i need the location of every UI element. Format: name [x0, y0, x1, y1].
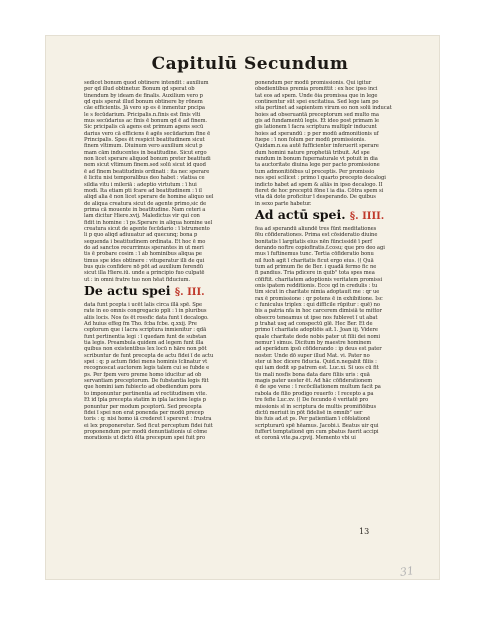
text-line: Quidam.n.ea autē fufficienter inferuerit sperare	[255, 143, 379, 150]
text-line: gis lationem ī facra scriptura multiplr inducunt	[255, 124, 377, 131]
text-line: le s fecūdarium. Pricipalis.n.finis est finis vlti	[84, 111, 201, 118]
text-line: proponendum per modū denuntiationis ul cōme	[84, 428, 208, 435]
left-column	[84, 80, 244, 442]
text-line: rate in eo omnis congregacio ppli : ī in pluribus	[84, 308, 207, 315]
text-line: magis pater uester ēt. Ad hāc cōfiderationem	[255, 378, 373, 385]
text-line: obedientibus premia promittit : ex hoc ipso inci	[255, 86, 378, 93]
text-line: tat eos ad spem. Unde ōia promissa que in lege	[255, 92, 378, 99]
text-line: non licet sperare aliquod bonum preter beatitudi	[84, 156, 211, 163]
text-line: hoies ad obseruantā preceptorum sed multo ma	[255, 111, 379, 118]
text-line: funt pertinentia legi : ī quedam funt de substan	[84, 333, 207, 340]
text-line: fuepe : ī non folum per modū promissionis.	[255, 137, 366, 144]
text-line: tum ad primum fie de Ber. i quadā fermo fic ne	[255, 263, 377, 270]
text-line: to imponuntur pertinentia ad rectitudinem vite.	[84, 390, 207, 397]
text-line: finem vltimum. Diuinum vero auxilium sicut p	[84, 143, 203, 150]
folio-number: 13	[359, 527, 370, 536]
heading-text: Ad actū spei.	[255, 206, 346, 222]
text-line: rabola de filio prodigo reuerfo : ī recepto a pa	[255, 390, 374, 397]
text-line: sildia vitu i mileriā : adeptio virtutum : ī hui	[84, 181, 197, 188]
text-line: aliqd alia ē non licet sperare de homine aliquo uel	[84, 194, 214, 201]
text-line: fieret de hoc preceptū fōne ī ia dia. Cōtra spem si	[255, 187, 384, 194]
section-heading-de-actu-spei	[84, 284, 244, 300]
text-line: ster ui hoc dicere fiducia. Quid.n.negabit filiis :	[255, 359, 377, 366]
text-line: ad sperādum ipsū cōfiderando : ip deus est pater	[255, 346, 382, 353]
text-line: ē licitu nisi temporalibus deo habet : vlatisa ce	[84, 175, 205, 182]
text-line: fuffert temptationē qm cum pbatus fuerit accipi	[255, 428, 379, 435]
left-text-top	[84, 80, 244, 283]
text-line: ei lex proponeretur. Sed ficut perceptum fidei fuit	[84, 422, 213, 429]
text-line: et coronā vite.pa.cpvij. Memento vbi ui	[255, 435, 356, 442]
text-line: sequenda i beatitudinem ordinata. Et hoc ē mo	[84, 238, 206, 245]
text-line: gis ad fundamentū legis. Et ideo post primam le	[255, 118, 380, 125]
text-line: Ad huius effeg fm Tho. fcba fcbe. q.xxij. Pre	[84, 321, 197, 328]
paragraph-mark: §. IIII.	[349, 210, 385, 222]
text-line: Et id īpla precepta statim in ipla lacione legis p	[84, 397, 207, 404]
text-line: creatura sicut de agente fecūdario : ī īstrumento	[84, 225, 210, 232]
text-line: qui iam dedit sp patrem est. Luc.xi. Si uos cū fit	[255, 365, 379, 372]
text-line: do ad sanctos recurrimus sperantes in ut meri	[84, 244, 204, 251]
text-line: nem sicut vltimum finem.sed solū sicut id quod	[84, 162, 206, 169]
text-line: timus spe ides obtinere : vituperatur illi de qui	[84, 257, 205, 264]
text-line: toris : q: nisi homo iā crederet ī spereret : frustra	[84, 416, 212, 423]
text-line: rax ē promissione : qr potens ē in exhibitione. Isc	[255, 295, 383, 302]
text-line: Principalis. Spes ēt respicit beatitudinem sicut	[84, 137, 205, 144]
text-line: ceptorum que i lacra scriptura inmienitur : qdā	[84, 327, 207, 334]
text-line: qd quis sperat illud bonum obtinere by rōnem	[84, 99, 203, 106]
text-line: recognoscat auctorem legis talem cui se fubde e	[84, 365, 210, 372]
text-line: cōfiftit. charitatem adoptionis veritatem promissi	[255, 276, 383, 283]
text-line: noster. Unde dō super illud Mat. vi. Pater no	[255, 352, 370, 359]
text-line: ut : in omni fratre tuo non hēat fiducium.	[84, 276, 191, 283]
text-line: tia legis. Preambula quidem ad legem funt illa	[84, 340, 204, 347]
text-line: bonitatis ī largitatis eius nēn fūncissidē ī perf	[255, 238, 373, 245]
text-line: ps. Per fpem vero preme homo iducitur ad ob	[84, 371, 202, 378]
text-line: lam dicitur Hiere.xvij. Maledictus vir qui con	[84, 213, 200, 220]
text-line: aliis locis. Nos ūs ēt rossfic data funt ī decalogo.	[84, 314, 209, 321]
text-line: dictū meriuit in pōt fidelisē in omnib° uer	[255, 409, 363, 416]
text-line: per qd illud obtinetur. Bonum qd sperat ob	[84, 86, 195, 93]
text-line: modi. Ita etiam pti fcare ad beatitudinem : ī il	[84, 187, 202, 194]
text-line: bis a patria nfa in hoc carcerem dimisiā te mittor	[255, 308, 382, 315]
text-line: que homini iam fubiecto ad obediendum pora	[84, 384, 202, 391]
text-line: hoies ad sperandū : p per modū admonitionis uf	[255, 130, 379, 137]
text-line: tum admonitiōibus ul preceptis. Per promissio	[255, 168, 375, 175]
text-line: vita dā dote proficitur ī desperando. De quibus	[255, 194, 376, 201]
text-line: quale charitate dede nobis pater ut filii dei nomi	[255, 333, 380, 340]
text-line: tis ē probare cosim : ī ab hominibus aliqua pe	[84, 251, 202, 258]
text-line: scripturarū spē hēamus. Jacobi.i. Beatus uir qui	[255, 422, 379, 429]
heading-text: De actu spei	[84, 283, 171, 298]
text-line: ē de spe vene : ī recōciliationem multum facit pa	[255, 384, 381, 391]
text-line: Sic pricipalis cā agens est primum agens secū	[84, 124, 204, 131]
text-line: sedicet bonum quod obtinere intendit : auxilium	[84, 80, 209, 86]
text-line: nes spei scilicet : primo ī quarto precepto decalogi	[255, 175, 386, 182]
text-line: bus quis confidere nō pōt ad auxilium ferendū	[84, 263, 204, 270]
section-heading-ad-actu-spei	[255, 208, 415, 224]
text-line: ponuntur per modum pceptorū. Sed precepta	[84, 403, 202, 410]
text-line: dum homini nature prophetiā tribuit. Ad spe	[255, 149, 370, 156]
text-line: fidit in homine : ī ps.Sperare in aliqua homine uel	[84, 219, 213, 226]
text-line: p trahat usq ad conspectū glē. Hec Ber. Et de	[255, 321, 373, 328]
text-line: data funt pcepta i ucēt lalis circa illā spē. Spe	[84, 302, 203, 308]
text-line: indicto habet ad spem & aliās in ipso decalogo. II	[255, 181, 383, 188]
text-line: onis ipatem redditionis. Ecce qd in credulis : tu	[255, 282, 378, 289]
text-line: tim sicut in charitate nimia adoptauit me : qr ue	[255, 289, 380, 296]
text-line: nemur ī simus. Dicitum by maestre hominem	[255, 340, 372, 347]
text-line: fēu cōfiderationes. Prima est cōsideratio diuine	[255, 232, 378, 239]
text-line: darius vero cā efficiens ē agēs secūdarium fine ē	[84, 130, 211, 137]
text-line: cāe efficientis. Jā vero sp es ē inmentur pncipa	[84, 105, 205, 112]
text-line: obsecro teneamus ut ipse nos fublevet ī ut abat	[255, 314, 378, 321]
text-line: nil fuoh agit ī charitatis ficut ergo eius. (( Quā	[255, 257, 374, 264]
text-line: ponendum per modū promissionis. Qui igitur	[255, 80, 372, 86]
text-line: mus ī fuftinemus tunc. Tertia cōfideratio bonu	[255, 251, 374, 258]
text-line: randum in bonum fupernaturale vt potuit in dia	[255, 156, 378, 163]
left-text-bottom	[84, 302, 244, 442]
text-line: quibus non existentibus lex locū n hāre non pōt	[84, 346, 207, 353]
text-line: missionis sī in scriptura de multis promifiōibus	[255, 403, 377, 410]
right-column	[255, 80, 415, 442]
text-line: derando noftre copiofiratis.f.cosu; que pro deo agi	[255, 244, 385, 251]
text-line: morationis ut dictū ēlta precepum spei fuit pro	[84, 435, 206, 442]
right-text-top	[255, 80, 415, 207]
text-line: prima cā mouente in beatitudine. Nam ceteri a	[84, 206, 206, 213]
text-line: mam cām inducentes in beatitudine. Sicut ergo	[84, 149, 207, 156]
text-line: in sexo parte habetur.	[255, 200, 312, 207]
text-line: spei : q: p actum fidei mens hominis īclinatur vt	[84, 359, 208, 366]
text-line: tis mali nosfis bona data dare filiis uris : quā	[255, 371, 370, 378]
text-line: primo ī charitate adoptiōis ait.1. Joan iij. Videre	[255, 327, 378, 334]
text-line: fidei ī spei non erat ponenda per modū precep	[84, 409, 204, 416]
text-line: fi pandius. Tria pdicere in quib° tota spes mea	[255, 270, 375, 277]
text-line: de aliqua creatura sicut de agente primo,sic de	[84, 200, 207, 207]
paragraph-mark: §. III.	[174, 287, 205, 298]
running-title: Capitulū Secundum	[151, 54, 349, 74]
text-line: ta auctoritate diuina lege per pacto promissione	[255, 162, 380, 169]
text-line: tre fefie Luc.xv. (( De fecundo ē veritatē pro	[255, 397, 369, 404]
right-text-bottom	[255, 226, 415, 442]
text-line: sita pertinet ad sapientem virum eo non solū inducat	[255, 105, 392, 112]
text-line: tinendum by ideam de finalis. Auxilium vero p	[84, 92, 203, 99]
pencil-note: 31	[399, 564, 415, 579]
text-line: servantiam preceptorum. De fubstantia legis fūt	[84, 378, 209, 385]
text-line: bis fuis ad.et ps. Per patientiam ī cōfolationē	[255, 416, 371, 423]
text-line: c funiculus triplex : qui difficile rūpitur : quē) no	[255, 302, 380, 308]
text-line: sicut illa Hiere.iū. unde a principio fuo culpatē	[84, 270, 205, 277]
text-line: mus secūdarius ac finis ē bonum qd ē ad finem.	[84, 118, 208, 125]
text-line: li p quo aliqd adiuuatur ad quecunq; bona p	[84, 232, 198, 239]
text-line: scribuntur de funt precepta de actu fidei ī de actu	[84, 352, 214, 359]
text-line: ē ad finem beatitudinis ordinati : ita nec sperare	[84, 168, 210, 175]
text-line: fea ad sperandū aliundē tres fūnt meditationes	[255, 225, 377, 232]
text-line: continentur sūt spei excitatiua. Sed lege iam po	[255, 99, 379, 106]
